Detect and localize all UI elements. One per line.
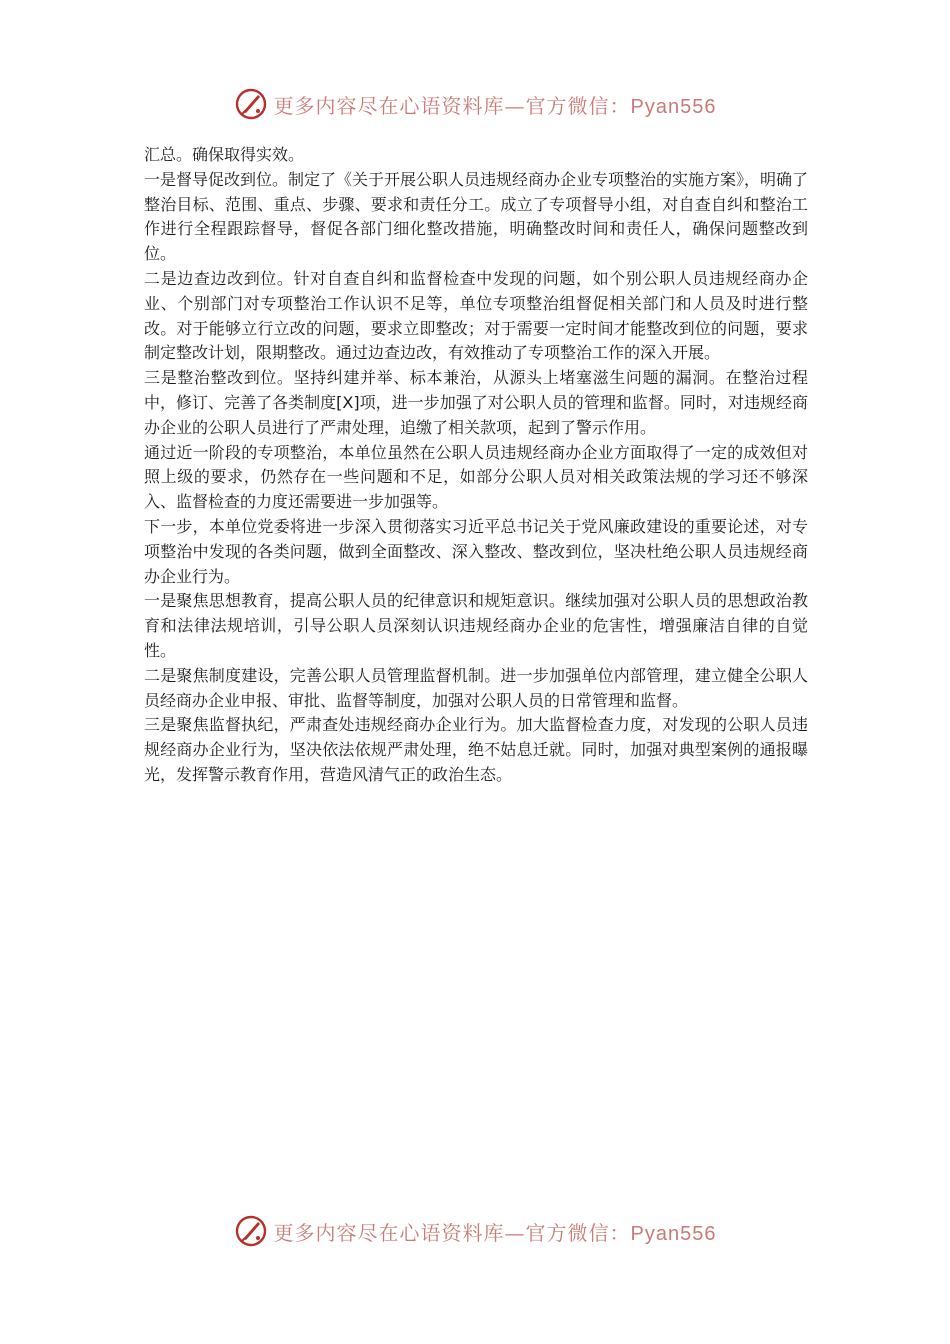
paragraph: 一是聚焦思想教育，提高公职人员的纪律意识和规矩意识。继续加强对公职人员的思想政治教育和法律法规培训，引导公职人员深刻认识违规经商办企业的危害性，增强廉洁自律的自觉性。 xyxy=(144,591,808,660)
paragraph: 下一步，本单位党委将进一步深入贯彻落实习近平总书记关于党风廉政建设的重要论述，对专项整治中发现的各类问题，做到全面整改、深入整改、整改到位，坚决杜绝公职人员违规经商办企业行为。 xyxy=(144,516,808,586)
paragraph: 三是聚焦监督执纪，严肃查处违规经商办企业行为。加大监督检查力度，对发现的公职人员违规经商办企业行为，坚决依法依规严肃处理，绝不姑息迁就。同时，加强对典型案例的通报曝光，发挥警示教育作用，营造风清气正的政治生态。 xyxy=(144,715,808,784)
header-banner xyxy=(0,84,950,124)
quill-logo-icon xyxy=(234,1214,268,1248)
paragraph: 二是聚焦制度建设，完善公职人员管理监督机制。进一步加强单位内部管理，建立健全公职人员经商办企业申报、审批、监督等制度，加强对公职人员的日常管理和监督。 xyxy=(144,665,808,710)
header-wechat-id: Pyan556 xyxy=(630,95,717,118)
footer-banner xyxy=(0,1211,950,1251)
paragraph: 一是督导促改到位。制定了《关于开展公职人员违规经商办企业专项整治的实施方案》，明确了整治目标、范围、重点、步骤、要求和责任分工。成立了专项督导小组，对自查自纠和整治工作进行全程跟踪督导，督促各部门细化整改措施，明确整改时间和责任人，确保问题整改到位。 xyxy=(144,169,809,264)
footer-banner-text: 更多内容尽在心语资料库—官方微信：Pyan556 xyxy=(273,1220,717,1245)
paragraph: 通过近一阶段的专项整治，本单位虽然在公职人员违规经商办企业方面取得了一定的成效但对照上级的要求，仍然存在一些问题和不足，如部分公职人员对相关政策法规的学习还不够深入、监督检查的力度还需要进一步加强等。 xyxy=(144,442,808,512)
paragraph: 二是边查边改到位。针对自查自纠和监督检查中发现的问题，如个别公职人员违规经商办企业、个别部门对专项整治工作认识不足等，单位专项整治组督促相关部门和人员及时进行整改。对于能够立行立改的问题，要求立即整改；对于需要一定时间才能整改到位的问题，要求制定整改计划，限期整改。通过边查边改，有效推动了专项整治工作的深入开展。 xyxy=(144,268,808,363)
quill-logo-icon xyxy=(234,87,268,121)
header-banner-text: 更多内容尽在心语资料库—官方微信：Pyan556 xyxy=(273,93,717,118)
paragraph: 汇总。确保取得实效。 xyxy=(144,145,305,164)
document-body xyxy=(144,143,808,788)
paragraph: 三是整治整改到位。坚持纠建并举、标本兼治，从源头上堵塞滋生问题的漏洞。在整治过程中，修订、完善了各类制度[X]项，进一步加强了对公职人员的管理和监督。同时，对违规经商办企业的公职人员进行了严肃处理，追缴了相关款项，起到了警示作用。 xyxy=(144,368,808,437)
footer-wechat-id: Pyan556 xyxy=(630,1222,717,1245)
